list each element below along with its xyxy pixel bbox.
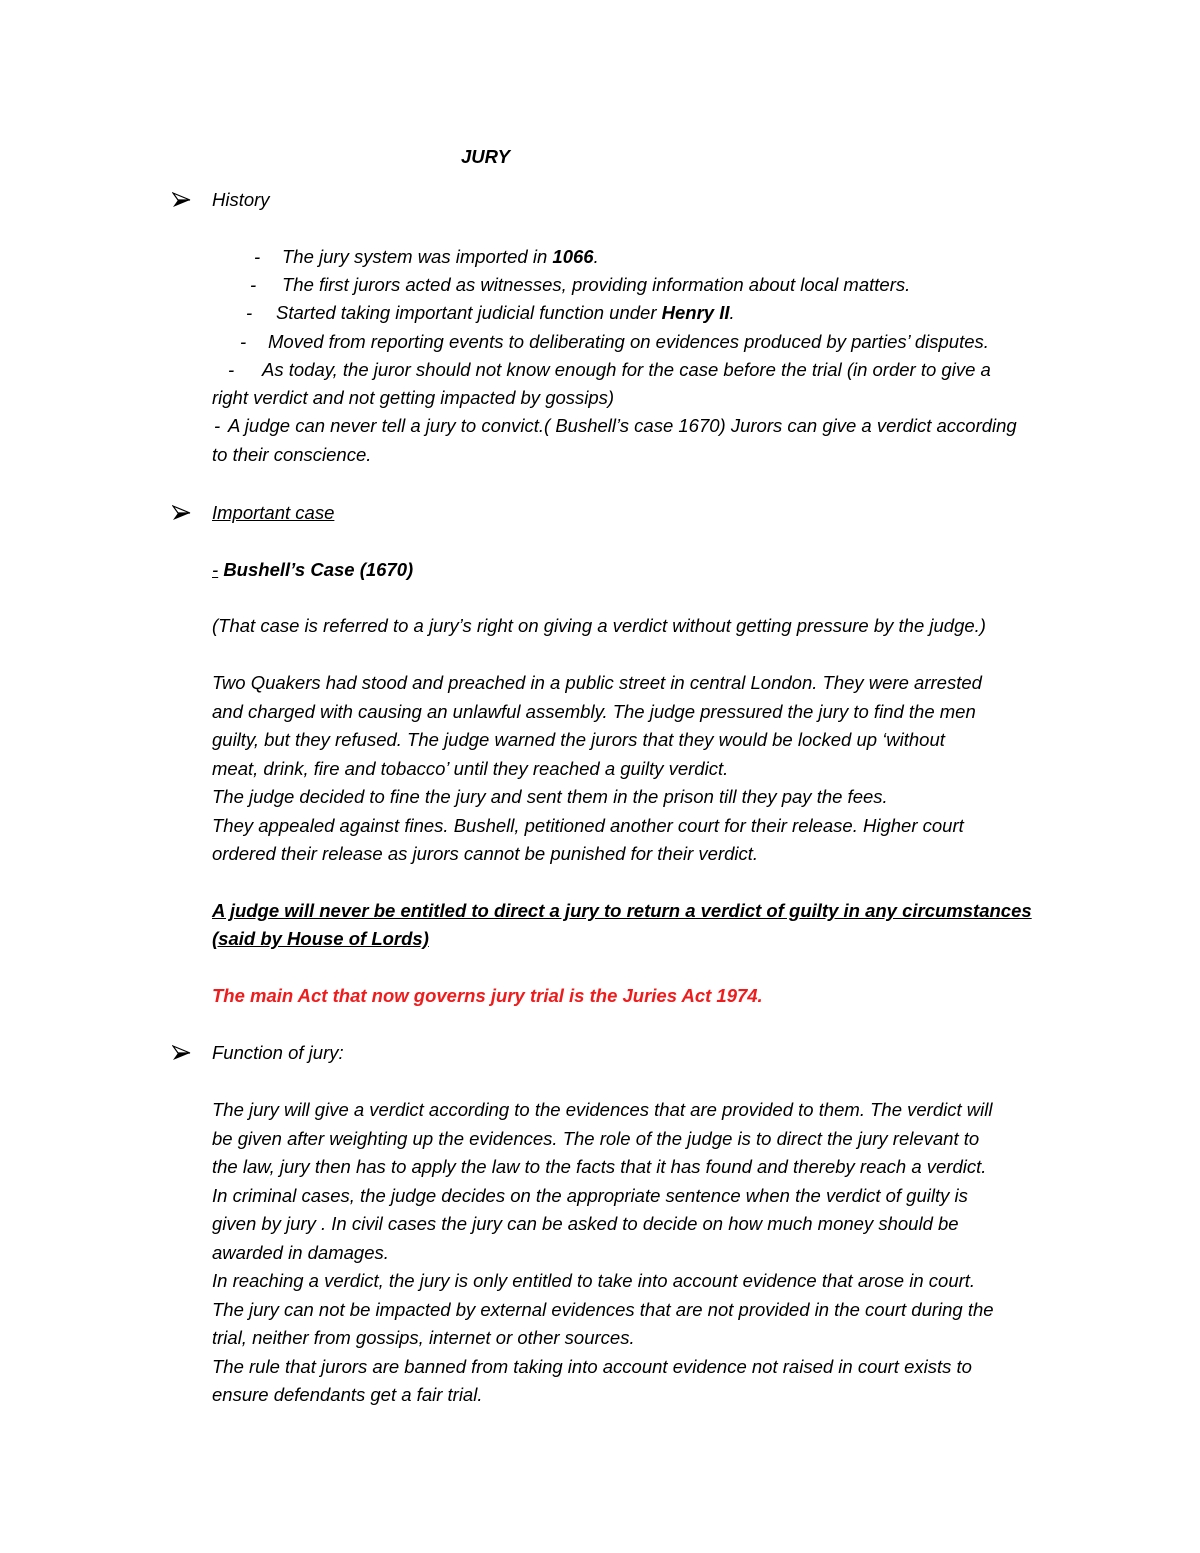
case-paragraph [212, 669, 1062, 869]
case-title [212, 556, 413, 585]
paragraph-line: The judge decided to fine the jury and sent them in the prison till they pay the fees. [212, 786, 888, 807]
history-item-6-line1: A judge can never tell a jury to convict.( Bushell’s case 1670) Jurors can give a verdict according [228, 415, 1017, 436]
paragraph-line: given by jury . In civil cases the jury can be asked to decide on how much money should be [212, 1213, 959, 1234]
history-item-5 [228, 356, 991, 385]
list-dash: - [254, 246, 261, 267]
paragraph-line: guilty, but they refused. The judge warned the jurors that they would be locked up ‘without [212, 729, 945, 750]
paragraph-line: ensure defendants get a fair trial. [212, 1384, 483, 1405]
paragraph-line: The rule that jurors are banned from taking into account evidence not raised in court exists to [212, 1355, 972, 1377]
paragraph-line: the law, jury then has to apply the law to the facts that it has found and thereby reach a verdict. [212, 1156, 987, 1177]
important-case-heading-label: Important case [212, 502, 335, 523]
history-item-6 [214, 412, 1017, 441]
arrow-bullet-icon [172, 186, 212, 215]
paragraph-line: In criminal cases, the judge decides on the appropriate sentence when the verdict of guilty is [212, 1184, 968, 1206]
paragraph-line: The jury will give a verdict according to the evidences that are provided to them. The verdict will [212, 1099, 993, 1120]
important-case-heading [172, 499, 334, 528]
ruling-line-2: (said by House of Lords) [212, 928, 429, 949]
history-item-3-end: . [729, 302, 735, 323]
history-item-2 [250, 271, 910, 300]
paragraph-line: Two Quakers had stood and preached in a public street in central London. They were arrested [212, 672, 982, 693]
case-dash: - [212, 559, 219, 580]
history-item-6-cont: to their conscience. [212, 444, 372, 465]
history-item-1-bold: 1066 [552, 246, 594, 267]
history-item-4 [240, 328, 989, 357]
list-dash: - [246, 302, 253, 323]
ruling-line-1: A judge will never be entitled to direct a jury to return a verdict of guilty in any circumstances [212, 900, 1032, 921]
function-paragraph [212, 1096, 1062, 1410]
act-statement: The main Act that now governs jury trial is the Juries Act 1974. [212, 985, 763, 1006]
history-item-1-text: The jury system was imported in [282, 246, 553, 267]
list-dash: - [228, 359, 235, 380]
history-item-4-text: Moved from reporting events to deliberating on evidences produced by parties’ disputes. [268, 331, 989, 352]
paragraph-line: be given after weighting up the evidences. The role of the judge is to direct the jury relevant to [212, 1127, 980, 1149]
history-item-5-line1: As today, the juror should not know enough for the case before the trial (in order to give a [262, 359, 991, 380]
paragraph-line: meat, drink, fire and tobacco’ until they reached a guilty verdict. [212, 757, 729, 779]
list-dash: - [240, 331, 247, 352]
history-heading-label: History [212, 189, 270, 210]
history-item-3 [246, 299, 735, 328]
paragraph-line: and charged with causing an unlawful assembly. The judge pressured the jury to find the men [212, 700, 976, 722]
arrow-bullet-icon [172, 1039, 212, 1068]
paragraph-line: awarded in damages. [212, 1241, 389, 1263]
function-heading-label: Function of jury: [212, 1042, 344, 1063]
list-dash: - [214, 415, 221, 436]
paragraph-line: In reaching a verdict, the jury is only entitled to take into account evidence that arose in court. [212, 1270, 976, 1291]
history-item-3-text: Started taking important judicial function under [276, 302, 662, 323]
arrow-bullet-icon [172, 499, 212, 528]
case-title-text: Bushell’s Case (1670) [223, 559, 414, 580]
paragraph-line: ordered their release as jurors cannot be punished for their verdict. [212, 843, 759, 864]
history-heading [172, 186, 270, 215]
history-item-1 [254, 243, 599, 272]
history-item-5-cont: right verdict and not getting impacted by gossips) [212, 387, 615, 408]
list-dash: - [250, 274, 257, 295]
function-heading [172, 1039, 344, 1068]
paragraph-line: trial, neither from gossips, internet or other sources. [212, 1327, 635, 1348]
case-note: (That case is referred to a jury’s right on giving a verdict without getting pressure by the judge.) [212, 615, 986, 636]
page-title: JURY [461, 146, 511, 167]
history-item-1-end: . [593, 246, 599, 267]
history-item-3-bold: Henry II [661, 302, 730, 323]
history-item-2-text: The first jurors acted as witnesses, providing information about local matters. [282, 274, 911, 295]
paragraph-line: They appealed against fines. Bushell, petitioned another court for their release. Higher court [212, 814, 964, 836]
paragraph-line: The jury can not be impacted by external evidences that are not provided in the court during the [212, 1298, 994, 1320]
